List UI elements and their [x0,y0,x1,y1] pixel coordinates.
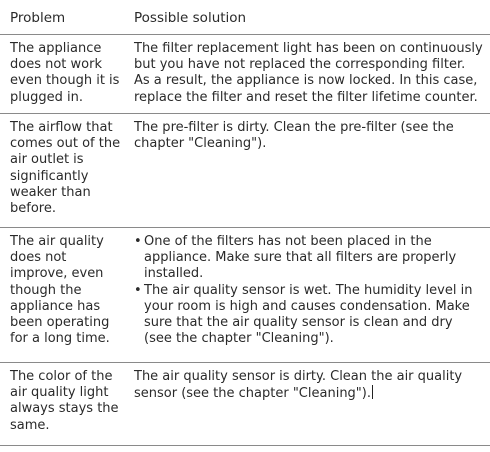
table-row-air-quality-not-improving [0,228,490,363]
solution-bullet-list [134,234,484,347]
bullet-text: One of the filters has not been placed in the appliance. Make sure that all filters are properly installed. [144,234,457,282]
text-cursor [372,385,373,399]
bullet-text: The air quality sensor is wet. The humidity level in your room is high and causes condensation. Make sure that the air quality sensor is clean and dry (see the chapter "Cleaning"). [144,282,473,347]
problem-cell: The color of the air quality light always stays the same. [10,369,119,433]
table-row-light-color-unchanged [0,363,490,446]
solution-cell: The pre-filter is dirty. Clean the pre-filter (see the chapter "Cleaning"). [134,120,454,152]
table-row-appliance-not-working [0,35,490,114]
solution-text: The air quality sensor is dirty. Clean the air quality sensor (see the chapter "Cleaning"). [134,369,463,402]
bullet-icon: • [134,282,142,298]
problem-column-header: Problem [10,10,66,26]
problem-cell: The air quality does not improve, even though the appliance has been operating for a long time. [10,234,110,347]
problem-cell: The airflow that comes out of the air outlet is significantly weaker than before. [10,120,121,217]
solution-cell[interactable] [134,369,484,402]
table-row-weak-airflow [0,114,490,228]
solution-cell: The filter replacement light has been on continuously but you have not replaced the corresponding filter. As a result, the appliance is now locked. In this case, replace the filter and reset the filter lifetime counter. [134,41,483,105]
list-item [134,234,484,283]
table-header-row [0,0,490,35]
list-item [134,283,484,348]
solution-column-header: Possible solution [134,10,247,26]
bullet-icon: • [134,234,142,249]
problem-cell: The appliance does not work even though it is plugged in. [10,41,120,105]
